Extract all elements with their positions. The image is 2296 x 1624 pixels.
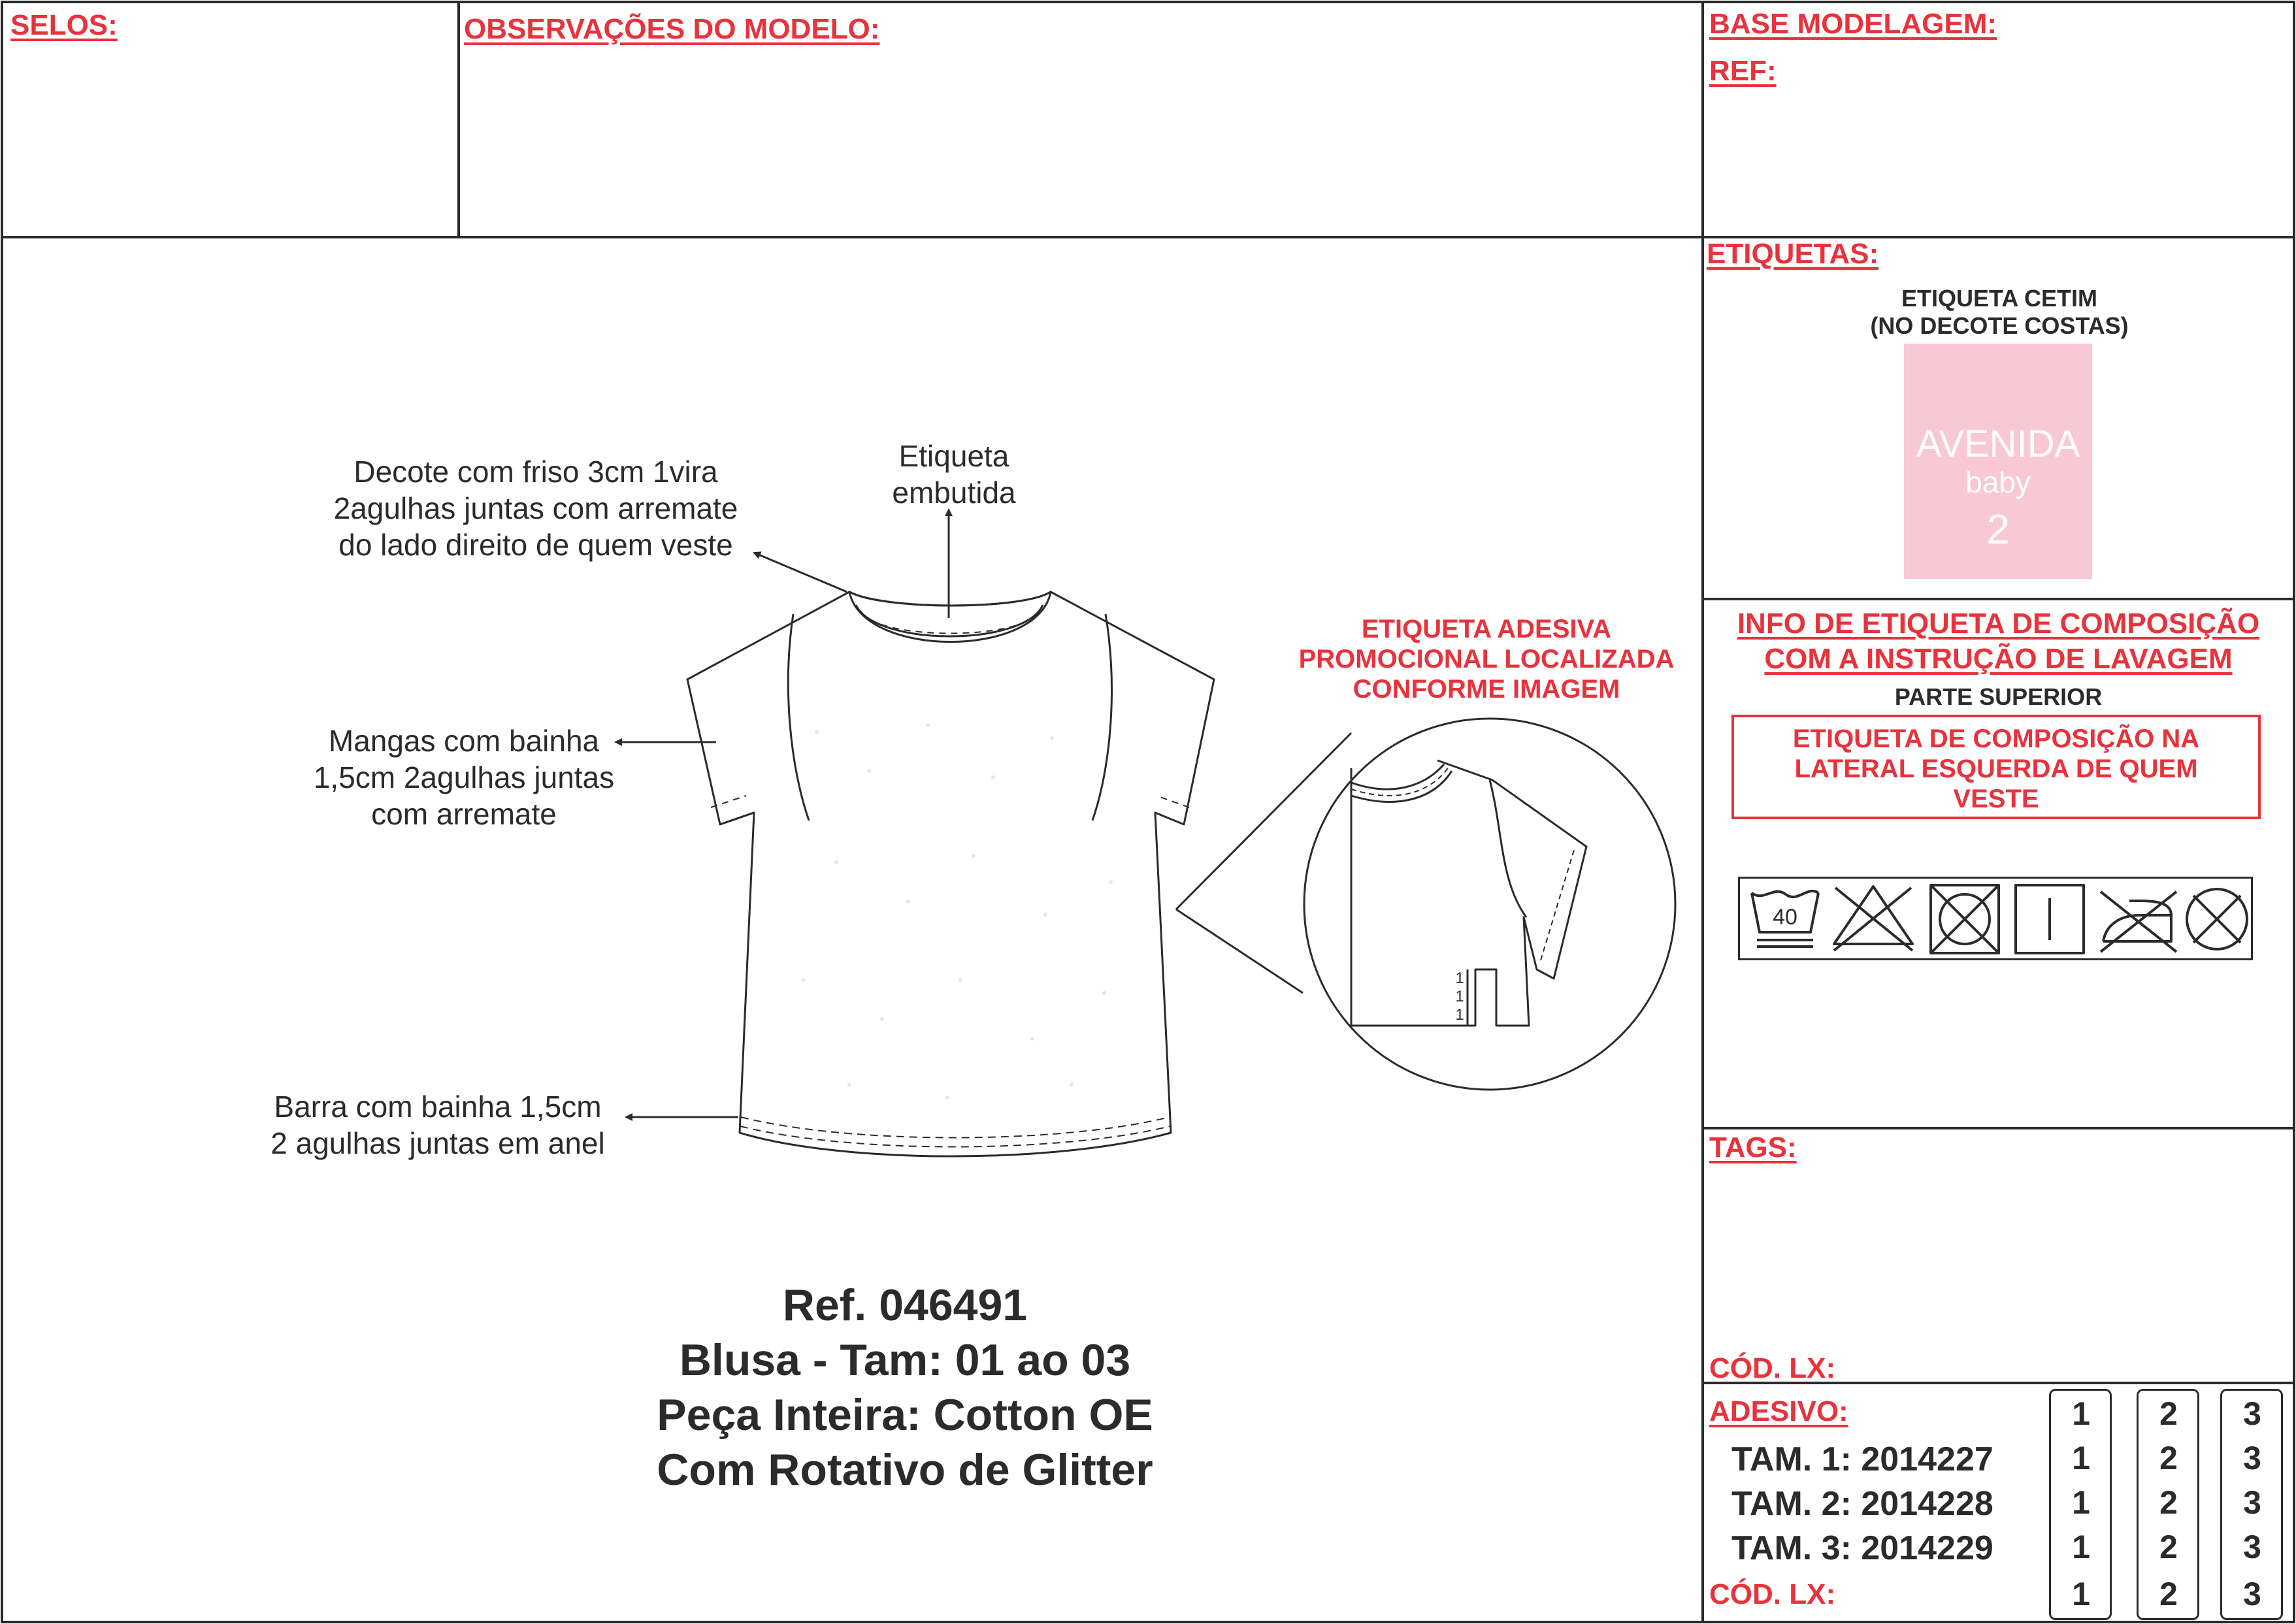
barra-line: Barra com bainha 1,5cm [274, 1090, 602, 1124]
no-tumble-dry-icon [1931, 885, 1999, 953]
brand-label [1904, 344, 2092, 579]
size-digit: 3 [2243, 1576, 2261, 1612]
adesivo-tam-list [1731, 1437, 1993, 1570]
size-column-1 [2049, 1389, 2112, 1620]
composicao-title-line: COM A INSTRUÇÃO DE LAVAGEM [1764, 643, 2233, 675]
composicao-title-line: INFO DE ETIQUETA DE COMPOSIÇÃO [1737, 608, 2260, 640]
detail-number: 1 [1455, 1006, 1464, 1024]
size-column-2 [2137, 1389, 2199, 1620]
size-digit: 1 [2072, 1576, 2090, 1612]
decote-line: do lado direito de quem veste [338, 528, 733, 562]
size-digit: 1 [2072, 1395, 2090, 1432]
cetim-line: (NO DECOTE COSTAS) [1870, 312, 2129, 339]
size-digit: 2 [2159, 1440, 2178, 1476]
line-dry-icon [2016, 885, 2084, 953]
care-symbols [1740, 879, 2251, 958]
etiqueta-embutida-line: Etiqueta [898, 439, 1009, 473]
mangas-line: Mangas com bainha [328, 724, 600, 758]
title-line: Ref. 046491 [782, 1280, 1028, 1330]
mangas-line: 1,5cm 2agulhas juntas [313, 760, 615, 794]
tags-cod-lx-label: CÓD. LX: [1709, 1352, 1836, 1384]
size-digit: 2 [2159, 1484, 2178, 1521]
etiqueta-adesiva-line: ETIQUETA ADESIVA [1361, 615, 1612, 643]
size-digit: 3 [2243, 1440, 2261, 1476]
etiqueta-embutida-note [849, 438, 1058, 511]
wash-temperature: 40 [1773, 905, 1797, 930]
size-column-3 [2220, 1389, 2283, 1620]
detail-number: 1 [1455, 988, 1464, 1005]
mangas-line: com arremate [371, 797, 557, 831]
composicao-box-line: ETIQUETA DE COMPOSIÇÃO NA [1792, 724, 2200, 753]
composicao-box-line: LATERAL ESQUERDA DE QUEM [1794, 755, 2198, 783]
barra-line: 2 agulhas juntas em anel [271, 1126, 605, 1160]
decote-line: 2agulhas juntas com arremate [333, 491, 738, 525]
no-dry-clean-icon [2187, 889, 2247, 949]
title-line: Peça Inteira: Cotton OE [657, 1390, 1153, 1440]
base-modelagem-label: BASE MODELAGEM: [1709, 8, 1997, 40]
composicao-box [1731, 715, 2261, 819]
ref-label: REF: [1709, 55, 1777, 87]
shirt-outline [687, 592, 1214, 1156]
care-symbols-strip [1738, 877, 2253, 960]
etiqueta-embutida-line: embutida [892, 476, 1016, 510]
composicao-box-line: VESTE [1953, 785, 2039, 813]
decote-line: Decote com friso 3cm 1vira [353, 455, 718, 489]
size-digit: 3 [2243, 1484, 2261, 1521]
composicao-title [1703, 606, 2294, 677]
no-bleach-icon [1834, 886, 1912, 950]
etiqueta-adesiva-line: PROMOCIONAL LOCALIZADA [1298, 645, 1675, 674]
size-digit: 3 [2243, 1529, 2261, 1565]
decote-note [307, 453, 764, 563]
size-digit: 2 [2159, 1529, 2178, 1565]
selos-label: SELOS: [10, 9, 118, 41]
tags-label: TAGS: [1709, 1131, 1797, 1163]
parte-superior: PARTE SUPERIOR [1894, 683, 2103, 710]
etiqueta-adesiva-note [1274, 614, 1699, 704]
barra-note [242, 1088, 634, 1161]
mangas-note [281, 723, 647, 832]
brand-sub: baby [1965, 465, 2031, 499]
tam-line: TAM. 3: 2014229 [1731, 1529, 1993, 1567]
model-title [457, 1278, 1353, 1497]
size-digit: 1 [2072, 1529, 2090, 1565]
observacoes-label: OBSERVAÇÕES DO MODELO: [464, 13, 880, 45]
detail-number: 1 [1455, 969, 1464, 987]
title-line: Blusa - Tam: 01 ao 03 [679, 1335, 1131, 1385]
title-line: Com Rotativo de Glitter [657, 1445, 1153, 1495]
adesivo-cod-lx-label: CÓD. LX: [1709, 1578, 1836, 1610]
size-digit: 2 [2159, 1576, 2178, 1612]
size-digit: 3 [2243, 1395, 2261, 1432]
no-iron-icon [2101, 892, 2176, 952]
brand-size: 2 [1986, 506, 2010, 553]
tam-line: TAM. 1: 2014227 [1731, 1440, 1993, 1478]
etiquetas-label: ETIQUETAS: [1707, 238, 1879, 270]
etiqueta-cetim-note [1803, 285, 2195, 340]
detail-label-numbers [1452, 969, 1468, 1024]
adesivo-label: ADESIVO: [1709, 1395, 1848, 1427]
size-digit: 1 [2072, 1440, 2090, 1476]
size-digit: 1 [2072, 1484, 2090, 1521]
size-digit: 2 [2159, 1395, 2178, 1432]
tam-line: TAM. 2: 2014228 [1731, 1485, 1993, 1523]
etiqueta-adesiva-line: CONFORME IMAGEM [1353, 675, 1620, 704]
cetim-line: ETIQUETA CETIM [1901, 285, 2097, 312]
brand-name: AVENIDA [1916, 423, 2080, 465]
